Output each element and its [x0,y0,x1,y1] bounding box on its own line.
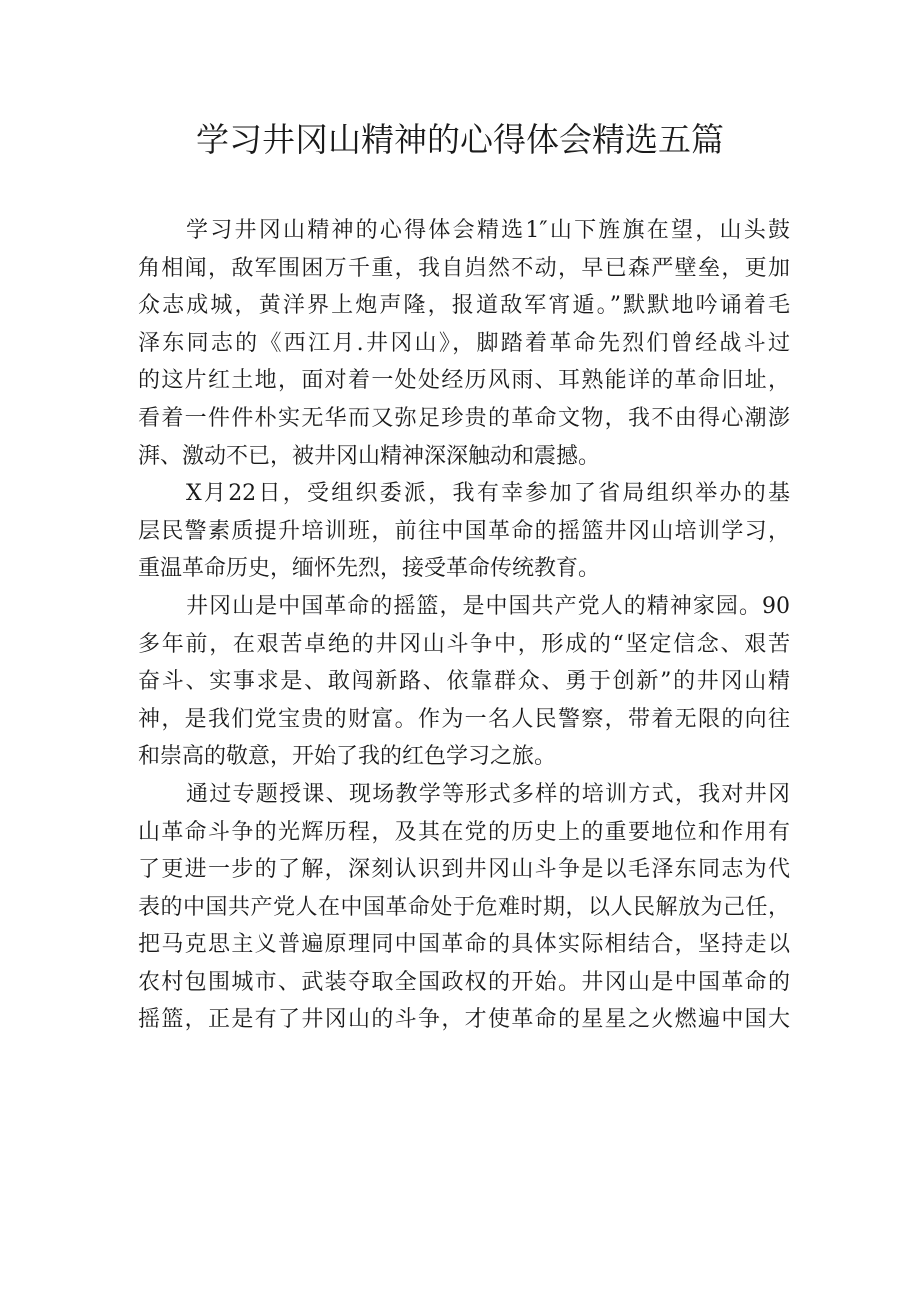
paragraph-line: 和崇高的敬意，开始了我的红色学习之旅。 [138,744,557,770]
paragraph-2 [138,475,790,588]
document-body [138,212,790,1039]
paragraph-line: 摇篮，正是有了井冈山的斗争，才使革命的星星之火燃遍中国大 [138,1007,790,1033]
paragraph-line: 多年前，在艰苦卓绝的井冈山斗争中，形成的“坚定信念、艰苦 [138,631,790,657]
paragraph-line: 山革命斗争的光辉历程，及其在党的历史上的重要地位和作用有 [138,819,790,845]
paragraph-line: 表的中国共产党人在中国革命处于危难时期，以人民解放为己任， [138,894,790,920]
paragraph-line: 角相闻，敌军围困万千重，我自岿然不动，早已森严壁垒，更加 [138,255,790,281]
paragraph-4 [138,776,790,1039]
paragraph-1 [138,212,790,475]
paragraph-line: 的这片红土地，面对着一处处经历风雨、耳熟能详的革命旧址， [138,368,790,394]
paragraph-line: 井冈山是中国革命的摇篮，是中国共产党人的精神家园。90 [186,593,790,619]
document-title: 学习井冈山精神的心得体会精选五篇 [196,120,724,159]
paragraph-line: 重温革命历史，缅怀先烈，接受革命传统教育。 [138,556,601,582]
paragraph-line: 众志成城，黄洋界上炮声隆，报道敌军宵遁。”默默地吟诵着毛 [138,293,790,319]
paragraph-line: 把马克思主义普遍原理同中国革命的具体实际相结合，坚持走以 [138,932,790,958]
paragraph-line: 泽东同志的《西江月.井冈山》，脚踏着革命先烈们曾经战斗过 [138,330,790,356]
paragraph-line: 看着一件件朴实无华而又弥足珍贵的革命文物，我不由得心潮澎 [138,405,790,431]
paragraph-line: 层民警素质提升培训班，前往中国革命的摇篮井冈山培训学习， [138,518,790,544]
paragraph-line: 奋斗、实事求是、敢闯新路、依靠群众、勇于创新”的井冈山精 [138,669,790,695]
paragraph-line: 通过专题授课、现场教学等形式多样的培训方式，我对井冈 [186,781,790,807]
paragraph-line: 学习井冈山精神的心得体会精选1″山下旌旗在望，山头鼓 [186,218,790,243]
paragraph-line: 神，是我们党宝贵的财富。作为一名人民警察，带着无限的向往 [138,706,790,732]
paragraph-line: 农村包围城市、武装夺取全国政权的开始。井冈山是中国革命的 [138,969,790,995]
paragraph-3 [138,588,790,776]
paragraph-line: 了更进一步的了解，深刻认识到井冈山斗争是以毛泽东同志为代 [138,857,790,883]
paragraph-line: X月22日，受组织委派，我有幸参加了省局组织举办的基 [186,481,790,507]
paragraph-line: 湃、激动不已，被井冈山精神深深触动和震撼。 [138,443,601,469]
